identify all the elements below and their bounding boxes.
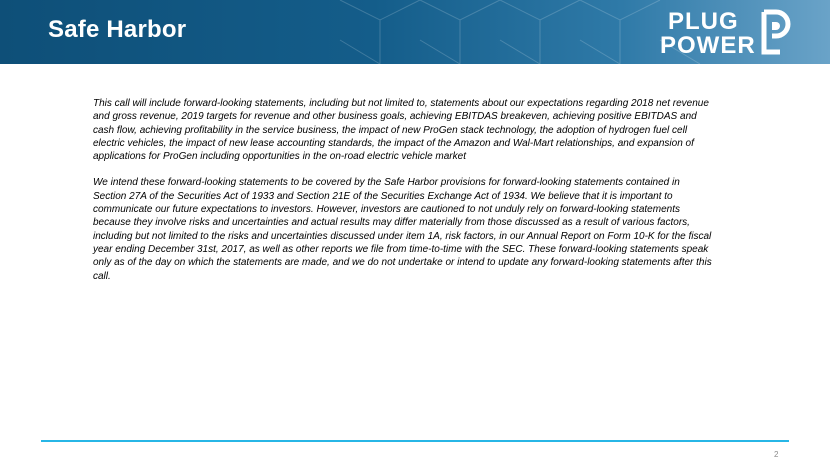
logo-text-plug: PLUG: [668, 8, 739, 35]
paragraph-forward-looking: This call will include forward-looking statements, including but not limited to, statements about our expectations regarding 2018 net revenue and gross revenue, 2019 targets for revenue and other business goals, achieving EBITDAS breakeven, achieving positive EBITDAS and cash flow, achieving profitability in the service business, the impact of new ProGen stack technology, the adoption of hydrogen fuel cell electric vehicles, the impact of new lease accounting standards, the impact of the Amazon and Wal-Mart relationships, and expansion of applications for ProGen including opportunities in the on-road electric vehicle market: [93, 98, 709, 163]
page-title: Safe Harbor: [48, 16, 187, 43]
plug-power-logo-icon: [760, 8, 792, 56]
logo-text-power: POWER: [660, 32, 756, 59]
plug-power-logo: [660, 6, 792, 58]
footer-divider: [41, 440, 789, 442]
header-banner: [0, 0, 830, 64]
paragraph-safe-harbor-provisions: We intend these forward-looking statements to be covered by the Safe Harbor provisions for forward-looking statements contained in Section 27A of the Securities Act of 1933 and Section 21E of the Securities Exchange Act of 1934. We believe that it is important to communicate our future expectations to investors. However, investors are cautioned to not unduly rely on forward-looking statements because they involve risks and uncertainties and actual results may differ materially from those discussed as a result of various factors, including but not limited to the risks and uncertainties discussed under item 1A, risk factors, in our Annual Report on Form 10-K for the fiscal year ending December 31st, 2017, as well as other reports we file from time-to-time with the SEC. These forward-looking statements speak only as of the day on which the statements are made, and we do not undertake or intend to update any forward-looking statements after this call.: [93, 177, 712, 282]
safe-harbor-statement: [93, 97, 715, 296]
page-number: 2: [774, 450, 779, 459]
